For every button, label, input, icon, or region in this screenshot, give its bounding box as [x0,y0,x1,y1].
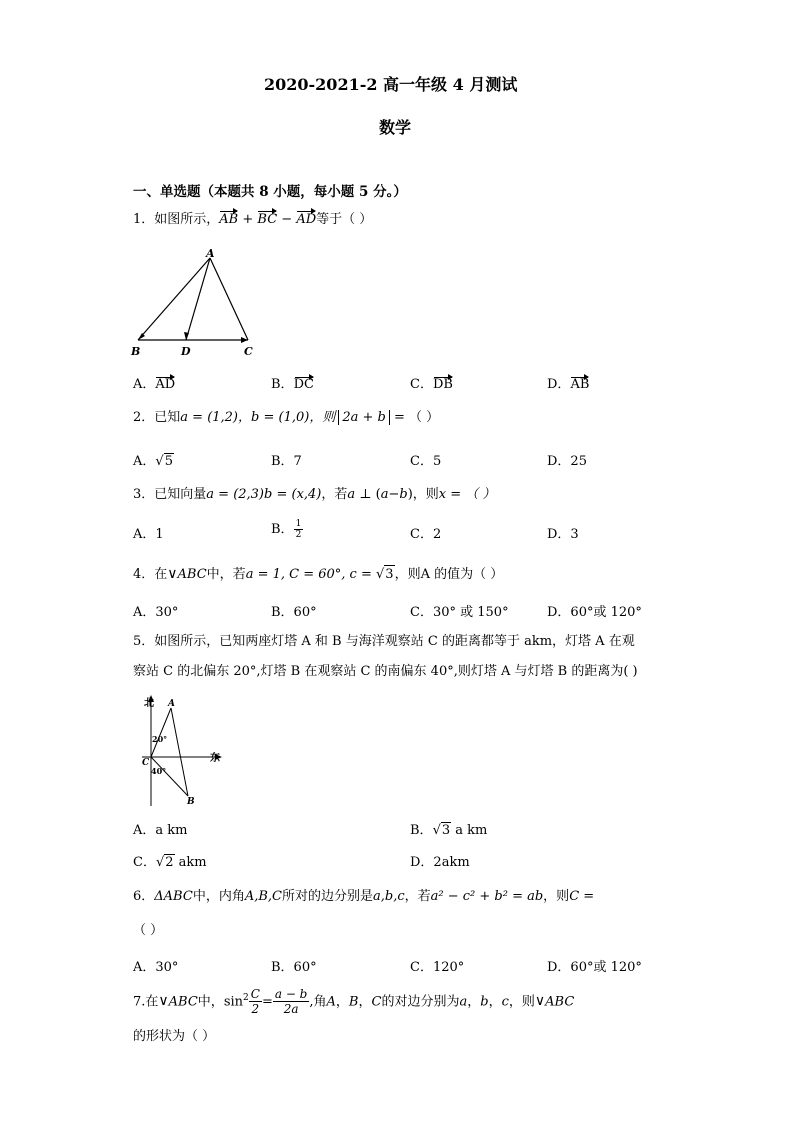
option-value: DC [293,377,314,392]
q2-option-c[interactable]: C．5 [410,454,442,469]
q7-side-a: a [459,994,468,1010]
q4-option-d[interactable]: D．60°或 120° [547,605,642,620]
q6-answer-paren: （ ） [133,923,164,938]
q4-option-c[interactable]: C．30° 或 150° [410,605,509,620]
q6-c-eq: C = [569,889,595,904]
q4-given: a = 1, C = 60°, c = [245,567,376,582]
q2-abs: 2a + b [338,410,390,425]
q6-text2: 所对的边分别是 [281,889,373,904]
option-value: DB [432,377,453,392]
q7-tail1: ,角 [309,994,327,1010]
option-letter: A． [133,454,156,469]
q6-prefix: 6． [133,889,155,904]
q7-sep: ， [358,994,372,1010]
subject-title: 数学 [379,118,412,137]
q7-tail3: ，则 [508,994,535,1010]
q1-plus: + [238,212,258,227]
q7-sq: 2 [243,993,249,1003]
q3-cond-1: ，若 [321,487,348,502]
q2-option-b[interactable]: B．7 [271,454,302,469]
sqrt-value: 5 [164,454,173,469]
q7-sep: ， [335,994,349,1010]
q6-eq: a² − c² + b² = ab [430,889,544,904]
q7-side-b: b [480,994,489,1010]
question-7-line-2: 的形状为（ ） [133,1029,216,1044]
q2-option-d[interactable]: D．25 [547,454,587,469]
q3-b-val: b = (x,4) [264,487,322,502]
east-label: 东 [210,753,220,764]
q1-option-c[interactable] [410,373,453,392]
q7-prefix: 7.在 [133,994,159,1010]
q6-text4: ，则 [543,889,570,904]
q7-angle-b: B [348,994,359,1010]
q7-tri: ABC [168,994,198,1010]
q7-frac-1: $\frac{C}{2}$ [250,987,260,1017]
q5-option-d[interactable]: D．2akm [410,855,470,870]
question-6 [133,888,594,906]
vector-ad: AD [296,212,317,227]
option-letter: B． [410,823,433,838]
q2-prefix: 2．已知 [133,410,181,425]
angle-40-label: 40° [151,766,167,776]
q6-text1: 中，内角 [192,889,245,904]
q2-suffix: = （ ） [389,410,440,425]
q7-frac-2: $\frac{a - b}{2a}$ [274,987,308,1017]
q1-minus: − [277,212,297,227]
section-heading: 一、单选题（本题共 8 小题，每小题 5 分。） [133,184,407,200]
q6-option-a[interactable]: A．30° [133,960,179,975]
q7-tail2: 的对边分别为 [381,994,460,1010]
q7-side-c: c [501,994,509,1010]
q3-option-d[interactable]: D．3 [547,527,579,542]
q6-tri: ΔABC [154,889,193,904]
question-3: 3．已知向量a = (2,3)b = (x,4)，若a ⊥ (a−b)，则x = （ ） [133,487,496,502]
q1-suffix: 等于（ ） [316,212,373,227]
angle-20-label: 20° [152,734,168,744]
question-2 [133,409,439,427]
fraction: $\frac{1}{2}$ [295,519,302,540]
q3-cond-2: ⊥ ( [355,487,381,502]
q3-cond-3: )，则 [407,487,439,502]
question-7: 7.在∨ABC中，$\sin^2$ $\frac{C}{2}$ = $\frac{a - b}{2a}$ ,角A，B，C的对边分别为a，b，c，则∨ABC [133,987,575,1017]
q5-option-b[interactable]: B．√3 a km [410,823,488,838]
q4-rad: 3 [385,567,394,582]
q5-lighthouse-figure [138,692,230,808]
q5-option-c[interactable]: C．√2 akm [133,855,207,870]
option-letter: B． [271,522,294,537]
option-value: AD [155,377,176,392]
vector-ab: AB [219,212,239,227]
q3-x-eq: x = （ ） [438,487,496,502]
q5-option-a[interactable]: A．a km [133,823,188,838]
north-label: 北 [144,698,154,709]
q1-label-d: D [181,345,191,358]
option-tail: a km [451,823,488,838]
q4-tri: ABC [177,567,207,582]
q2-b-expr: b = (1,0)，则 [251,410,336,425]
q1-label-a: A [206,247,215,260]
q7-mid: 中， [197,994,224,1010]
q7-sep: ， [467,994,481,1010]
q1-label-b: B [131,345,141,358]
q3-option-a[interactable]: A．1 [133,527,164,542]
q6-text3: ，若 [404,889,431,904]
page-title: 2020-2021-2 高一年级 4 月测试 [264,75,518,94]
q6-option-d[interactable]: D．60°或 120° [547,960,642,975]
q3-a-val: a = (2,3) [206,487,265,502]
q6-sides: a,b,c [373,889,405,904]
q1-option-b[interactable] [271,373,314,392]
question-5-line-1: 5．如图所示，已知两座灯塔 A 和 B 与海洋观察站 C 的距离都等于 akm，灯塔 A 在观 [133,634,635,649]
option-letter: C． [410,377,433,392]
q7-sep: ， [488,994,502,1010]
question-4: 4．在∨ABC中，若a = 1, C = 60°, c = √3，则A 的值为（ ） [133,566,504,582]
q4-option-b[interactable]: B．60° [271,605,317,620]
q5-label-c: C [142,758,150,768]
q3-option-c[interactable]: C．2 [410,527,442,542]
option-tail: akm [174,855,207,870]
option-letter: A． [133,377,156,392]
q1-option-d[interactable] [547,373,589,392]
option-letter: C． [133,855,156,870]
q7-tri2: ABC [545,994,575,1010]
sqrt-value: 2 [165,855,174,870]
question-1 [133,211,372,229]
q4-suffix: ，则A 的值为（ ） [394,567,504,582]
q6-angles: A,B,C [244,889,282,904]
q1-prefix: 1．如图所示， [133,212,220,227]
q4-option-a[interactable]: A．30° [133,605,179,620]
option-letter: B． [271,377,294,392]
q4-prefix: 4．在 [133,567,168,582]
q2-option-a[interactable]: A．√5 [133,454,173,469]
q6-option-c[interactable]: C．120° [410,960,465,975]
q4-mid: 中，若 [206,567,246,582]
option-letter: D． [547,377,571,392]
q7-sin: sin [223,994,244,1010]
q1-option-a[interactable] [133,373,175,392]
q1-label-c: C [244,345,253,358]
vector-bc: BC [257,212,278,227]
option-value: AB [570,377,590,392]
q7-eq: = [261,994,273,1010]
q7-angle-a: A [326,994,336,1010]
q6-option-b[interactable]: B．60° [271,960,317,975]
q5-label-a: A [168,699,175,709]
q2-a-expr: a = (1,2)， [180,410,252,425]
sqrt-value: 3 [441,823,451,838]
q7-angle-c: C [371,994,382,1010]
q5-label-b: B [187,797,195,807]
question-5-line-2: 察站 C 的北偏东 20°,灯塔 B 在观察站 C 的南偏东 40°,则灯塔 A 与灯塔 B 的距离为( ) [133,664,638,679]
q3-option-b[interactable] [271,518,303,540]
q3-text: 3．已知向量 [133,487,207,502]
q1-triangle-figure [128,244,258,360]
